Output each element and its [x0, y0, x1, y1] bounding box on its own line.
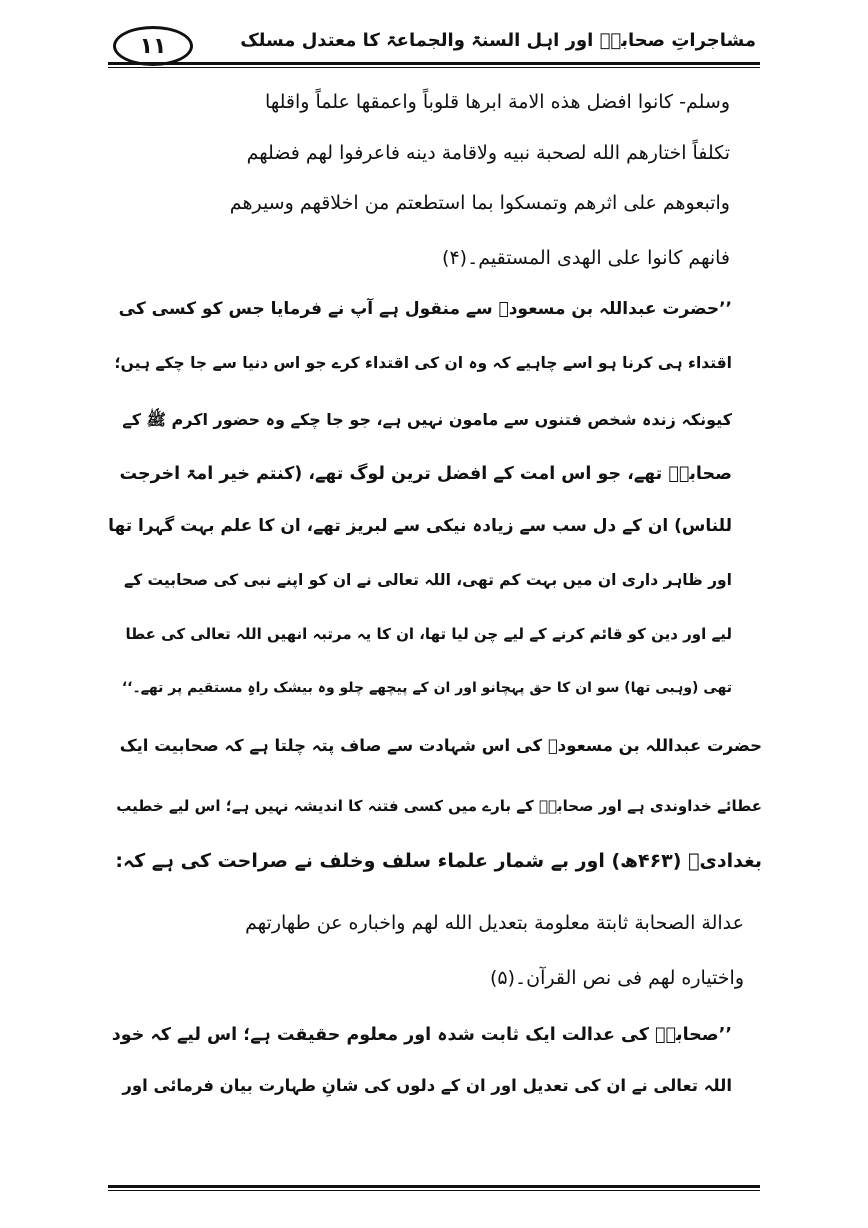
arabic-quote-1-line: فانهم کانوا على الهدی المستقيم۔(۴)	[442, 247, 730, 269]
arabic-quote-1-line: تکلفاً اختارهم الله لصحبة نبيه ولاقامة دينه فاعرفوا لهم فضلهم	[246, 142, 730, 164]
arabic-quote-1-line: وسلم- کانوا افضل هذه الامة ابرها قلوباً واعمقها علماً واقلها	[265, 91, 730, 113]
header-rule-thick	[108, 62, 760, 65]
urdu-translation-1-line: اقتداء ہی کرنا ہو اسے چاہیے کہ وہ ان کی اقتداء کرے جو اس دنیا سے جا چکے ہیں؛	[114, 354, 732, 372]
urdu-paragraph-line: عطائے خداوندی ہے اور صحابہؓ کے بارے میں کسی فتنہ کا اندیشہ نہیں ہے؛ اس لیے خطیب	[116, 797, 762, 815]
arabic-quote-2-line: عدالة الصحابة ثابتة معلومة بتعديل الله لهم واخباره عن طهارتهم	[245, 912, 744, 934]
urdu-translation-1-line: کیونکہ زندہ شخص فتنوں سے مامون نہیں ہے، جو جا چکے وہ حضور اکرم ﷺ کے	[122, 410, 732, 429]
footer-rule-thin	[108, 1190, 760, 1191]
page-number-oval	[113, 26, 193, 66]
arabic-quote-2-line: واختياره لهم فى نص القرآن۔(۵)	[490, 967, 744, 989]
page-number: ١١	[139, 33, 167, 59]
urdu-translation-1-line: تھی (وہبی تھا) سو ان کا حق پہچانو اور ان کے پیچھے چلو وہ بیشک راہِ مستقیم پر تھے۔‘‘	[121, 680, 732, 696]
arabic-quote-1-line: واتبعوهم على اثرهم وتمسکوا بما استطعتم من اخلاقهم وسيرهم	[229, 192, 730, 214]
urdu-translation-1-line: صحابہؓ تھے، جو اس امت کے افضل ترین لوگ تھے، (کنتم خیر امۃ اخرجت	[119, 464, 732, 484]
footer-rule-thick	[108, 1185, 760, 1188]
urdu-translation-1-line: اور ظاہر داری ان میں بہت کم تھی، اللہ تعالی نے ان کو اپنے نبی کی صحابیت کے	[124, 571, 732, 589]
urdu-translation-1-line: ’’حضرت عبداللہ بن مسعودؓ سے منقول ہے آپ نے فرمایا جس کو کسی کی	[118, 299, 732, 319]
urdu-paragraph-line: حضرت عبداللہ بن مسعودؓ کی اس شہادت سے صاف پتہ چلتا ہے کہ صحابیت ایک	[119, 736, 762, 755]
urdu-translation-1-line: لیے اور دین کو قائم کرنے کے لیے چن لیا تھا، ان کا یہ مرتبہ انھیں اللہ تعالی کی عطا	[125, 625, 732, 643]
urdu-paragraph-line: بغدادیؒ (۴۶۳ھ) اور بے شمار علماء سلف وخلف نے صراحت کی ہے کہ:	[115, 850, 762, 872]
header-rule-thin	[108, 67, 760, 68]
running-title: مشاجراتِ صحابہؓ اور اہل السنۃ والجماعۃ کا معتدل مسلک	[240, 30, 756, 51]
urdu-translation-2-line: ’’صحابہؓ کی عدالت ایک ثابت شدہ اور معلوم حقیقت ہے؛ اس لیے کہ خود	[111, 1025, 732, 1045]
urdu-translation-2-line: اللہ تعالی نے ان کی تعدیل اور ان کے دلوں کی شانِ طہارت بیان فرمائی اور	[122, 1076, 732, 1095]
urdu-translation-1-line: للناس) ان کے دل سب سے زیادہ نیکی سے لبریز تھے، ان کا علم بہت گہرا تھا	[108, 516, 732, 536]
